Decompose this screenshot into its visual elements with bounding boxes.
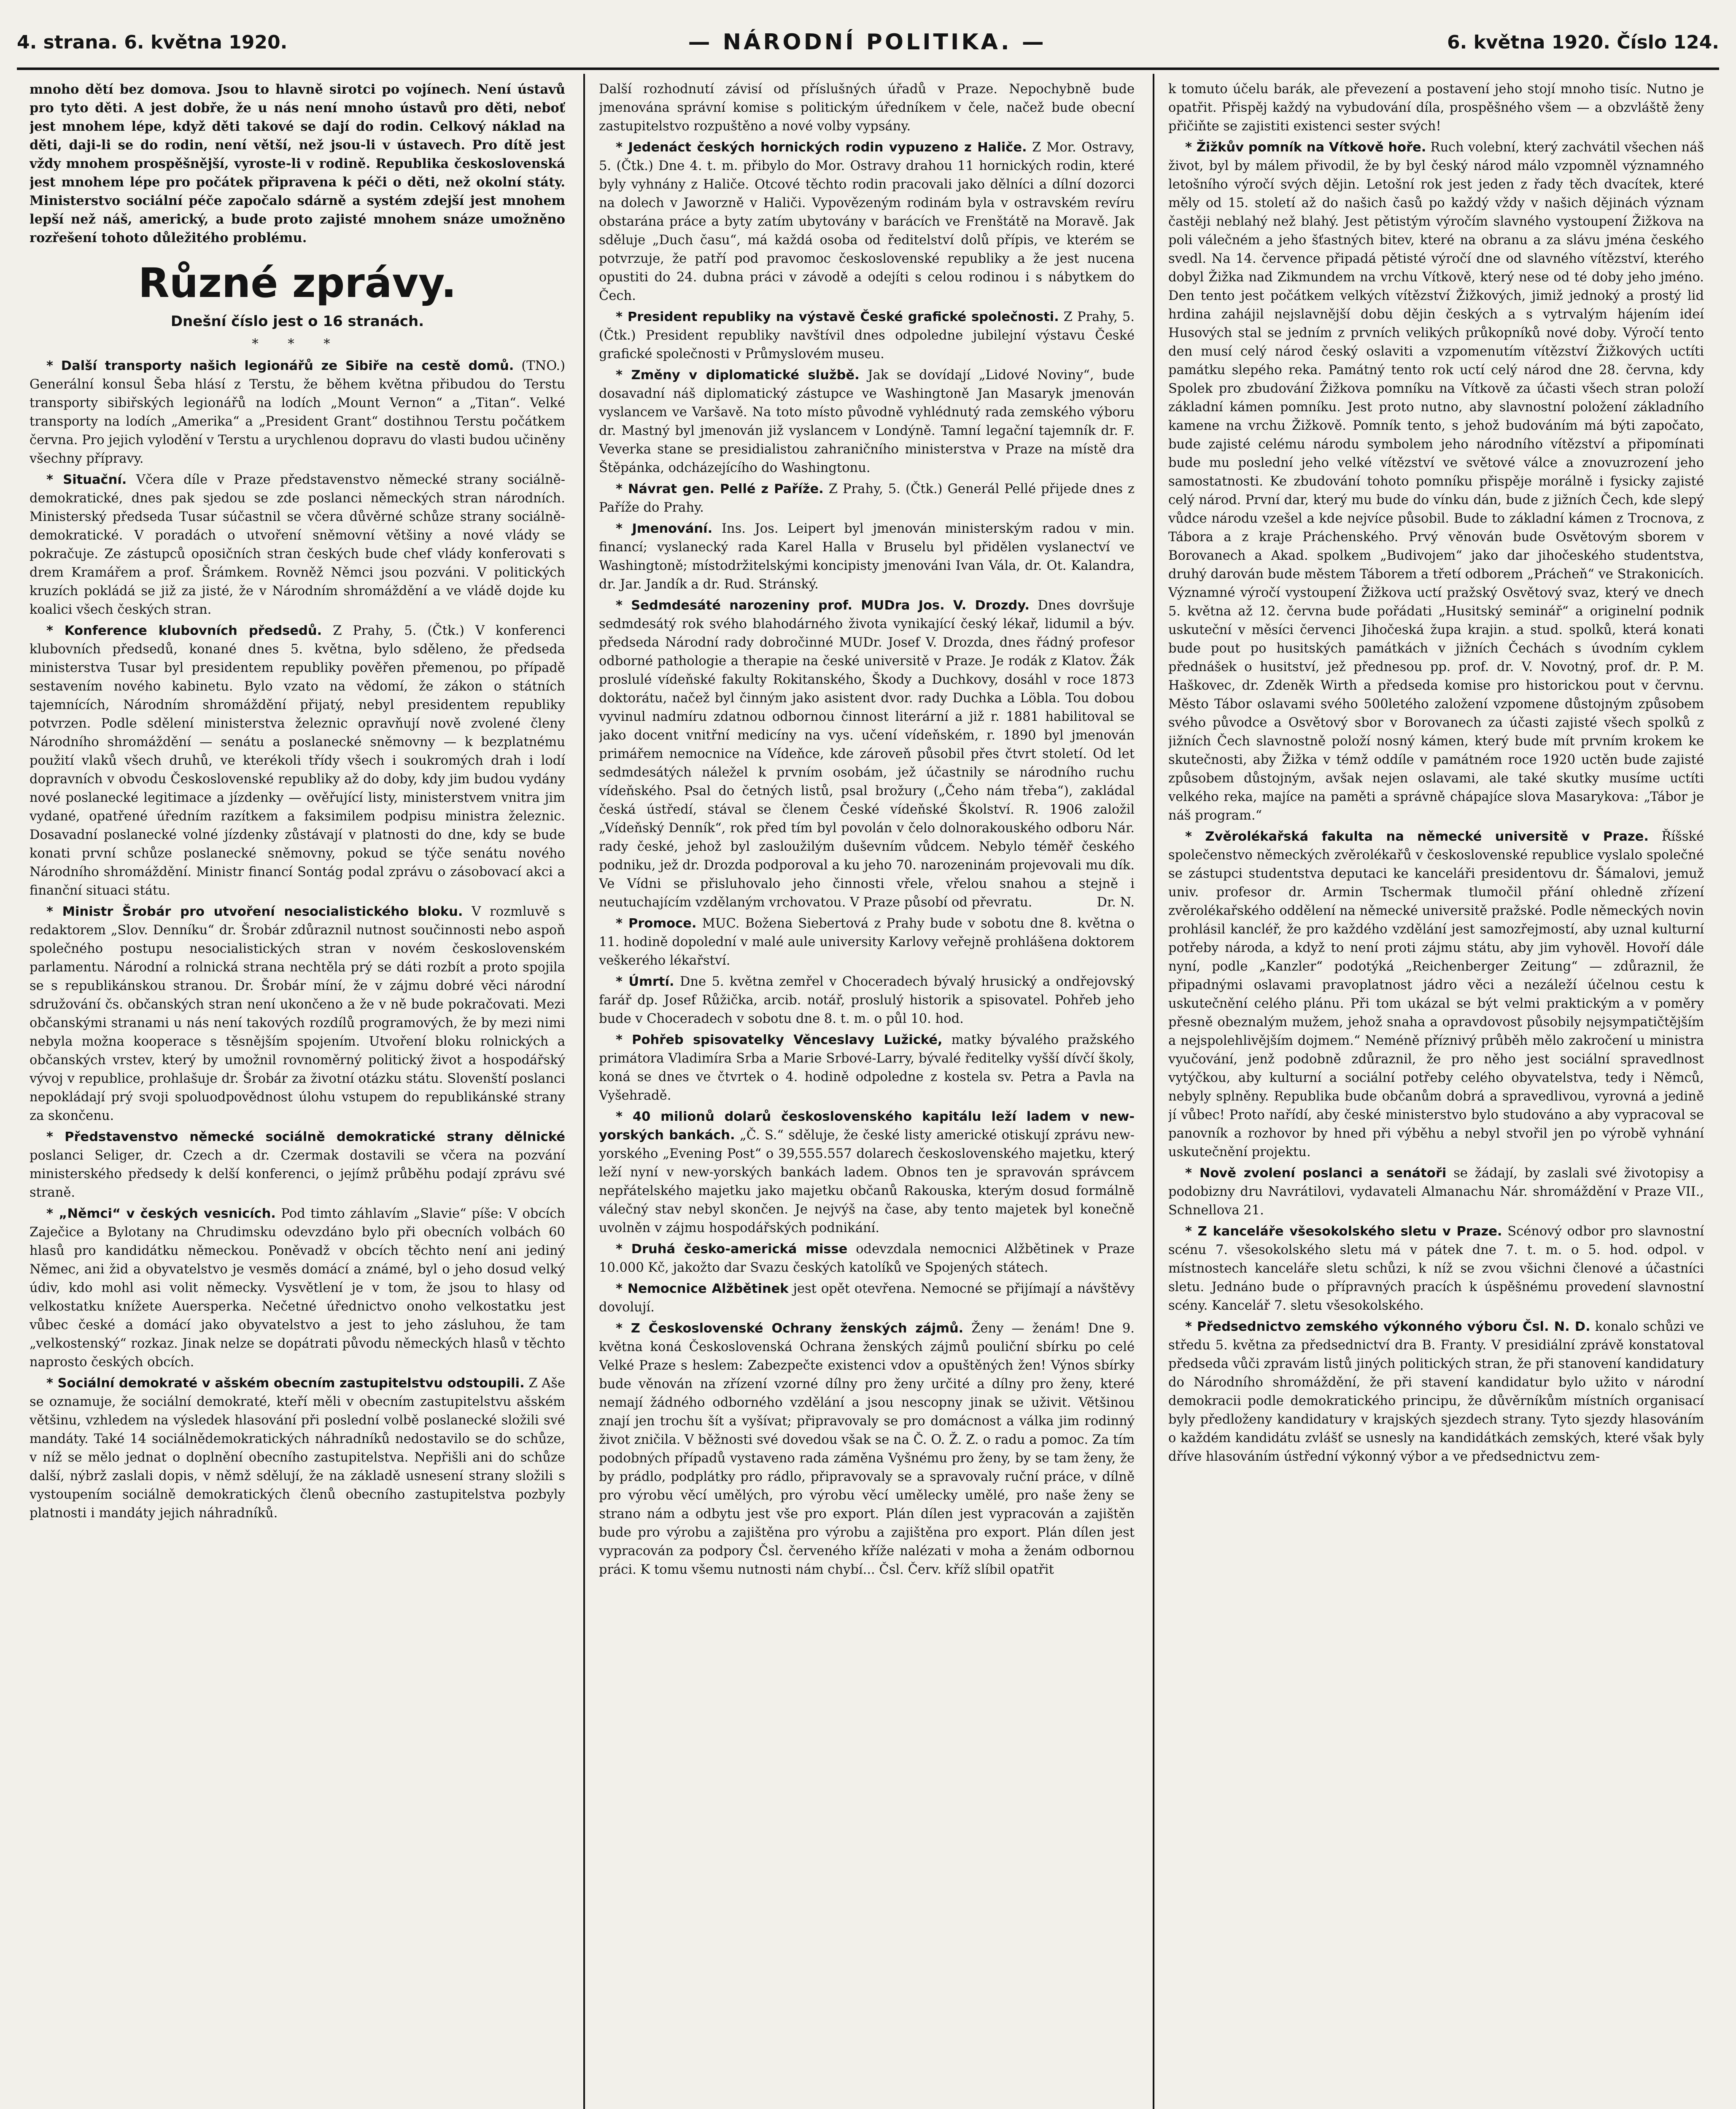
page-header [17,17,1719,70]
article-text: Jak se dovídají „Lidové Noviny“, bude dosavadní náš diplomatický zástupce ve Washingtoně Jan Masaryk jmenován vyslancem ve Varšavě. Na toto místo původně vyhlédnutý rada zemského výboru dr. Mastný byl jmenován již vyslancem v Londýně. Tamní legační tajemník dr. F. Veverka stane se presidialistou zahraničního ministerstva v Praze na místě dra Štěpánka, odcházejícího do Washingtonu. [599,368,1135,475]
article-text: MUC. Božena Siebertová z Prahy bude v sobotu dne 8. května o 11. hodině dopolední v malé aule university Karlovy veřejně prohlášena doktorem veškerého lékařství. [599,916,1135,968]
article-headline: * Další transporty našich legionářů ze Sibiře na cestě domů. [46,359,514,373]
article-paragraph [599,480,1135,517]
article-text: Scénový odbor pro slavnostní scénu 7. všesokolského sletu má v pátek dne 7. t. m. o 5. hod. odpol. v místnostech kanceláře sletu schůzi, k níž se zvou všichni členové a účastníci sletu. Jednáno bude o přípravných pracích k úspěšnému provedení slavnostní scény. Kancelář 7. sletu všesokolského. [1168,1224,1704,1313]
column-1 [30,80,565,2109]
masthead: — NÁRODNÍ POLITIKA. — [688,30,1046,55]
article-headline: * President republiky na výstavě České grafické společnosti. [616,310,1059,324]
article-text: Další rozhodnutí závisí od příslušných úřadů v Praze. Nepochybně bude jmenována správní komise s politickým úředníkem v čele, načež bude obecní zastupitelstvo rozpuštěno a nové volby vypsány. [599,82,1135,134]
article-paragraph [599,1108,1135,1238]
article-text: matky bývalého pražského primátora Vladimíra Srba a Marie Srbové-Larry, bývalé ředitelky vyšší dívčí školy, koná se dnes ve čtvrtek o 4. hodině odpoledne z kostela sv. Petra a Pavla na Vyšehradě. [599,1033,1135,1103]
article-text: se žádají, by zaslali své životopisy a podobizny dru Navrátilovi, vydavateli Almanachu Nár. shromáždění v Praze VII., Schnellova 21. [1168,1166,1704,1218]
article-headline: * Nemocnice Alžbětinek [616,1281,789,1296]
article-signature: Dr. N. [1097,895,1135,910]
column-2 [599,80,1135,2109]
article-text: mnoho dětí bez domova. Jsou to hlavně sirotci po vojínech. Není ústavů pro tyto děti. A jest dobře, že u nás není mnoho ústavů pro děti, neboť jest mnohem lépe, když děti takové se dají do rodin. Celkový náklad na děti, daji-li se do rodin, není větší, než jsou-li v ústavech. Pro dítě jest vždy mnohem prospěšnější, vyroste-li v rodině. Republika československá jest mnohem lépe pro počátek připravena k péči o děti, než okolní státy. Ministerstvo sociální péče započalo sdárně a systém zdejší jest mnohem lepší než náš, americký, a bude proto zajisté mnohem snáze umožněno rozřešení tohoto důležitého problému. [30,82,565,245]
column-rule [1153,74,1154,2109]
article-paragraph [599,80,1135,136]
article-text: V rozmluvě s redaktorem „Slov. Denníku“ dr. Šrobár zdůraznil nutnost součinnosti nebo aspoň společného postupu nesocialistických stran v novém československém parlamentu. Národní a rolnická strana nechtěla prý se dáti rozbít a proto spojila se s republikánskou stranou. Dr. Šrobár míní, že v zájmu dobré věci národní sdružování čs. občanských stran není ukončeno a že v ně bude pokračovati. Mezi občanskými stranami u nás není takových rozdílů programových, že by mezi nimi nebyla možna kooperace s těsnějším spojením. Utvoření bloku rolnických a občanských vrstev, který by umožnil rovnoměrný politický život a hospodářský vývoj v republice, prohlašuje dr. Šrobár za životní otázku státu. Slovenští poslanci nepokládají prý svoji spoluodpovědnost úlohu vstupem do republikánské strany za skončenu. [30,904,565,1123]
article-text: Pod timto záhlavím „Slavie“ píše: V obcích Zaječice a Bylotany na Chrudimsku odevzdáno bylo při obecních volbách 60 hlasů pro kandidátku německou. Poněvadž v obcích těchto není ani jediný Němec, ani žid a obyvatelstvo je vesměs domácí a známé, byl o jeho dosud velký údiv, kdo mohl asi volit německy. Vysvětlení je v tom, že jsou to hlasy od velkostatku knížete Auersperka. Nečetné úřednictvo onoho velkostatku jest vůbec české a domácí jako obyvatelstvo a jest to jeho zásluhou, že tam „velkostenský“ rozkaz. Jinak nelze se dopátrati původu německých hlasů v těchto naprosto českých obcích. [30,1206,565,1370]
article-headline: * Situační. [46,472,127,487]
article-paragraph [30,80,565,247]
article-text: poslanci Seliger, dr. Czech a dr. Czermak dostavili se včera na pozvání ministerského předsedy k delší konferenci, o jejímž průběhu podají zprávu své straně. [30,1148,565,1200]
article-headline: * Konference klubovních předsedů. [46,623,322,638]
article-headline: * Z kanceláře všesokolského sletu v Praze. [1185,1224,1502,1239]
article-paragraph [599,308,1135,364]
article-text: Z Aše se oznamuje, že sociální demokraté, kteří měli v obecním zastupitelstvu ašském většinu, vzhledem na výsledek hlasování při poslední volbě poslanecké složili své mandáty. Také 14 sociálnědemokratických náhradníků nedostavilo se do schůze, v níž se mělo jednat o doplnění obecního zastupitelstva. Nepřišli ani do schůze další, nýbrž zaslali dopis, v němž sdělují, že na základě usnesení strany složili s vystoupením sociálně demokratických členů obecního zastupitelstva pozbyly platnosti i mandáty jejich náhradníků. [30,1376,565,1521]
article-headline: * Předsednictvo zemského výkonného výboru Čsl. N. D. [1185,1319,1590,1334]
article-text: Dnes dovršuje sedmdesátý rok svého blahodárného života vynikající český lékař, lidumil a býv. předseda Národní rady dobročinné MUDr. Josef V. Drozda, dnes řádný profesor odborné pathologie a therapie na české universitě v Praze. Je rodák z Klatov. Žák proslulé vídeňské fakulty Rokitanského, Škody a Duchkovy, dosáhl v roce 1873 doktorátu, načež byl činným jako asistent dvor. rady Duchka a Löbla. Tou dobou vyvinul nadmíru zdatnou odbornou činnost literární a již r. 1881 habilitoval se jako docent vnitřní medicíny na vys. učení vídeňském, r. 1890 byl jmenován primářem nemocnice na Vídeňce, kde zároveň působil přes čtvrt století. Od let sedmdesátých náležel k prvním osobám, jež účastnily se národního ruchu vídeňského. Psal do četných listů, psal brožury („Čeho nám třeba“), zakládal česká ústředí, stával se členem České vídeňské Školství. R. 1906 založil „Vídeňský Denník“, rok před tím byl povolán v čelo dolnorakouského odboru Nár. rady české, jehož byl zasloužilým duševním vůdcem. Nebylo téměř českého podniku, jež dr. Drozda podporoval a ku jeho 70. narozeninám projevovali mu dík. Ve Vídni se přisluhovalo jeho činnosti vřele, vřelou snahou a stejně i neutuchajícím vzdělaným vrchovatou. V Praze působí od převratu. [599,598,1135,910]
article-paragraph [30,1205,565,1372]
article-headline: * Změny v diplomatické službě. [616,368,860,383]
article-paragraph [1168,1318,1704,1466]
article-paragraph [30,1374,565,1523]
article-text: Z Prahy, 5. (Čtk.) V konferenci klubovních předsedů, konané dnes 5. května, bylo sděleno, že předseda ministerstva Tusar byl presidentem republiky pověřen přemenou, po případě sestavením nového kabinetu. Bylo vzato na vědomí, že zákon o státních tajemnících, Národním shromáždění přijatý, nebyl presidentem republiky potvrzen. Podle sdělení ministerstva železnic opravňují nově zvolené členy Národního shromáždění — senátu a poslanecké sněmovny — k bezplatnému použití vlaků všech druhů, ve kterékoli třídy všech i soukromých drah i lodí dopravních v obvodu Československé republiky až do doby, kdy jim budou vydány nové poslanecké legitimace a jízdenky — ověřující listy, ministerstvem vnitra jim vydané, opatřené úředním razítkem a faksimilem podpisu ministra železnic. Dosavadní poslanecké volné jízdenky zůstávají v platnosti do dne, kdy se bude konati první schůze poslanecké sněmovny, pokud se týče senátu nového Národního shromáždění. Ministr financí Sontág podal zprávu o zásobovací akci a finanční situaci státu. [30,623,565,898]
article-text: Ženy — ženám! Dne 9. května koná Československá Ochrana ženských zájmů pouliční sbírku po celé Velké Praze s heslem: Zabezpečte existenci vdov a opuštěných žen! Výnos sbírky bude věnován na zřízení vzorné dílny pro ženy určité a dílny pro ženy, které nemají žádného odborného vzdělání a jsou nescopny jinak se uživit. Většinou znají jen trochu šít a vyšívat; připravovaly se pro domácnost a válka jim rodinný život zničila. V běžnosti své dovedou však se na Č. O. Ž. Z. o radu a pomoc. Za tím podobných případů vystaveno rada záměna Vyšnému pro ženy, by se tam ženy, že by prádlo, podplátky pro rádlo, připravovaly se a spravovaly ruční práce, v dílně pro výrobu věcí umělých, pro výrobu věcí umělecky umělé, pro naše ženy se strano nám a odbytu jest vše pro export. Plán dílen jest vypracován a zajištěn bude pro výrobu a zajištěna pro výrobu a zajištěna pro export. Plán dílen jest vypracován za podpory Čsl. červeného kříže nalézati v moha a ženám odbornou práci. K tomu všemu nutnosti nám chybí... Čsl. Červ. kříž slíbil opatřit [599,1321,1135,1577]
article-paragraph [30,1128,565,1202]
article-headline: * Zvěrolékařská fakulta na německé universitě v Praze. [1185,829,1649,844]
article-headline: * 40 milionů dolarů československého kapitálu leží ladem v new-yorských bankách. [599,1109,1135,1143]
article-paragraph [599,973,1135,1028]
article-headline: * Návrat gen. Pellé z Paříže. [616,482,824,496]
column-rule [583,74,585,2109]
article-text: jest opět otevřena. Nemocné se přijímají a návštěvy dovolují. [599,1281,1135,1315]
article-headline: * Představenstvo německé sociálně demokratické strany dělnické [46,1130,565,1144]
article-paragraph [30,471,565,619]
article-paragraph [599,1280,1135,1317]
article-headline: * Jmenování. [616,521,713,536]
article-paragraph [30,903,565,1125]
article-paragraph [1168,828,1704,1162]
article-headline: * Druhá česko-americká misse [616,1242,848,1257]
article-headline: * „Němci“ v českých vesnicích. [46,1206,276,1221]
article-headline: * Sociální demokraté v ašském obecním zastupitelstvu odstoupili. [46,1376,525,1391]
article-paragraph [599,1319,1135,1579]
article-paragraph [599,914,1135,970]
article-paragraph [1168,1222,1704,1315]
article-paragraph [1168,80,1704,136]
article-text: Z Mor. Ostravy, 5. (Čtk.) Dne 4. t. m. přibylo do Mor. Ostravy drahou 11 hornických rodin, které byly vyhnány z Haliče. Otcové těchto rodin pracovali jako dělníci a dílní dozorci na dolech v Jaworzně v Haliči. Vypovězeným rodinám byla v ostravském revíru obstarána práce a byty zatím ubytovány v barácích ve Frenštátě na Moravě. Jak sděluje „Duch času“, má každá osoba od ředitelství dolů přípis, ve kterém se potvrzuje, že patří pod pravomoc československé republiky a že jest nucena opustiti do 24. dubna práci v závodě a odejíti s celou rodinou i s nábytkem do Čech. [599,140,1135,303]
article-headline: * Nově zvolení poslanci a senátoři [1185,1166,1447,1181]
article-headline: * Pohřeb spisovatelky Věnceslavy Lužické, [616,1033,943,1047]
article-text: Říšské společenstvo německých zvěrolékařů v československé republice vyslalo společné se zástupci studentstva deputaci ke kanceláři presidentovu dr. Šámalovi, jemuž univ. profesor dr. Armin Tschermak tlumočil přání ohledně zřízení zvěrolékařského oddělení na německé universitě pražské. Podle německých novin prohlásil kancléř, že pro každého vzdělání jest samozřejmostí, aby uznal kulturní potřeby národa, a když to není proti zájmu státu, aby jim vyhověl. Hovoří dále nyní, podle „Kanzler“ podotýká „Reichenberger Zeitung“ — zdůraznil, že připadnými oslavami pravoplatnost jádro věci a nezáleží účelnou cestu k uskutečnění celého plánu. Při tom ukázal se být velmi praktickým a v poměry přesně obeznalým mužem, jehož snaha a opravdovost působily nejsympatičtějším a nejspolehlivějším dojmem.“ Neméně příznivý průběh mělo zakročení u ministra vyučování, jenž podobně zdůraznil, že pro něho jest sociální spravedlnost vytýčkou, aby kulturní a sociální potřeby celého obyvatelstva, tedy i Němců, nebyly splněny. Republika bude občanům dobrá a spravedlivou, vyrovná a jedině jí vůbec! Proto nařídí, aby české ministerstvo bylo studováno a aby vypracoval se panovník a rozhovor by hned při výběhu a nebyl stvořil jen po výrobě vyhnání uskutečnění projektu. [1168,829,1704,1160]
article-text: k tomuto účelu barák, ale převezení a postavení jeho stojí mnoho tisíc. Nutno je opatřit. Přispěj každý na vybudování díla, prospěšného všem — a obzvláště ženy přičiňte se zajistiti existenci sester svých! [1168,82,1704,134]
article-headline: * Ministr Šrobár pro utvoření nesocialistického bloku. [46,904,463,919]
article-paragraph [1168,138,1704,825]
article-text: Včera díle v Praze představenstvo německé strany sociálně-demokratické, dnes pak sjedou se zde poslanci německých stran národních. Ministerský předseda Tusar súčastnil se včera důvěrné schůze strany sociálně-demokratické. V poradách o utvoření sněmovní většiny a nové vlády se pokračuje. Ze zástupců oposičních stran českých bude chef vlády konferovati s drem Kramářem a prof. Šrámkem. Rovněž Němci jsou pozváni. V politických kruzích pokládá se již za jisté, že v Národním shromáždění a ve vládě dojde ku koalici všech českých stran. [30,472,565,617]
article-text: Dne 5. května zemřel v Choceradech bývalý hrusický a ondřejovský farář dp. Josef Růžička, arcib. notář, proslulý historik a spisovatel. Pohřeb jeho bude v Choceradech v sobotu dne 8. t. m. o půl 10. hod. [599,974,1135,1026]
article-text: Z Prahy, 5. (Čtk.) Generál Pellé přijede dnes z Paříže do Prahy. [599,482,1135,515]
header-date-left: 4. strana. 6. května 1920. [17,31,288,53]
article-text: Z Prahy, 5. (Čtk.) President republiky navštívil dnes odpoledne jubilejní výstavu České grafické společnosti v Průmyslovém museu. [599,310,1135,361]
article-paragraph [599,1031,1135,1105]
article-text: Ins. Jos. Leipert byl jmenován ministerským radou v min. financí; vyslanecký rada Karel Halla v Bruselu byl přidělen vyslanectví ve Washingtoně; místodržitelskými koncipisty jmenováni Ivan Vála, dr. Ot. Kalandra, dr. Jar. Jandík a dr. Rud. Stránský. [599,521,1135,592]
article-paragraph [30,357,565,468]
section-subtitle: Dnešní číslo jest o 16 stranách. [170,313,424,330]
header-issue-right: 6. května 1920. Číslo 124. [1447,31,1719,53]
article-headline: * Úmrtí. [616,974,674,989]
article-paragraph [30,622,565,900]
article-text: odevzdala nemocnici Alžbětinek v Praze 10.000 Kč, jakožto dar Svazu českých katolíků ve Spojených státech. [599,1242,1135,1275]
column-3 [1168,80,1704,2109]
article-headline: * Z Československé Ochrany ženských zájmů. [616,1321,964,1336]
article-headline: * Žižkův pomník na Vítkově hoře. [1185,140,1426,155]
article-headline: * Promoce. [616,916,697,931]
article-paragraph [599,1240,1135,1277]
article-paragraph [1168,1164,1704,1220]
article-text: (TNO.) Generální konsul Šeba hlásí z Terstu, že během května přibudou do Terstu transporty sibiřských legionářů na lodích „Mount Vernon“ a „Titan“. Velké transporty na lodích „Amerika“ a „President Grant“ dostihnou Terstu počátkem června. Pro jejich vylodění v Terstu a urychlenou dopravu do vlasti budou učiněny všechny přípravy. [30,359,565,466]
article-text: konalo schůzi ve středu 5. května za předsednictví dra B. Franty. V presidiální zprávě konstatoval předseda vůči zpravám listů jiných politických stran, že při stanovení kandidatury do Národního shromáždění, že při stavení kandidatur bylo užito v národní demokracii podle demokratického principu, že důvěrníkům místních organisací byly předloženy kandidatury v krajských sjezdech strany. Tyto sjezdy hlasováním o každém kandidátu zvlášť se usnesly na kandidátkách zemských, které však byly dříve hlasováním ústřední výkonný výbor a ve předsednictvu zem- [1168,1319,1704,1464]
article-paragraph [599,520,1135,594]
article-text: Ruch volební, který zachvátil všechen náš život, byl by málem přivodil, že by byl český národ málo vzpomněl významného letošního výročí svých dějin. Letošní rok jest jeden z řady těch dvacítek, které měly od 15. století až do našich časů po každý vždy v našich dějinách význam častěji neblahý než blahý. Jest pětistým výročím slavného vystoupení Žižkova na poli válečném a jeho šťastných bitev, které na obranu a za slávu jména českého svedl. Na 14. července připadá pětisté výročí dne od slavného vítězství, kterého dobyl Žižka nad Zikmundem na vrchu Vítkově, který nese od té doby jeho jméno. Den tento jest počátkem velkých vítězství Žižkových, jimiž jednoký a prostý lid hrdina zahájil nejslavnější dobu dějin českých a s vytrvalým hájením ideí Husových stal se jedním z prvních velikých průkopníků nové doby. Výročí tento den musí celý národ český oslaviti a vzpomenutím vítězství Žižkových uctíti památku slepého reka. Památný tento rok uctí celý národ dne 28. června, kdy Spolek pro zbudování Žižkova pomníku na Vítkově za účasti všech stran položí základní kámen pomníku. Jest proto nutno, aby slavnostní položení základního kamene na vrchu Žižkově. Pomník tento, s jehož budováním má býti započato, bude zajisté celému národu symbolem jeho národního vítězství a připomínati bude mu poslední jeho velké vítězství ve světové válce a znovuzrození jeho samostatnosti. Ke zbudování tohoto pomníku přispěje morálně i fysicky zajisté celý národ. První dar, který mu bude do vínku dán, bude z jižních Čech, kde slepý vůdce národu vzešel a kde nejvíce působil. Bude to základní kámen z Trocnova, z Tábora a z kraje Práchenského. Prvý věnován bude Osvětovým sborem v Borovanech a Akad. spolkem „Budivojem“ jako dar jihočeského studentstva, druhý darován bude městem Táborem a třetí odborem „Prácheň“ ve Strakonicích. Významné výročí vystoupení Žižkova uctí pražský Osvětový svaz, který ve dnech 5. května až 12. června bude pořádati „Husitský seminář“ a originelní podnik uskuteční v měsíci červenci Jihočeská župa krajin. a stud. spolků, která konati bude pout po husitských památkách v jižních Čechách s úvodním cyklem přednášek o husitství, jež přednesou pp. prof. dr. V. Novotný, prof. dr. P. M. Haškovec, dr. Zdeněk Wirth a předseda komise pro historickou pout v červnu. Město Tábor oslavami svého 500letého založení vzpomene důstojným způsobem svého původce a Osvětový sbor v Borovanech za účasti zajisté všech spolků z jižních Čech slavnostně položí nosný kámen, který bude mít prvním krokem ke skutečnosti, aby Žižka v témž oddíle v památném roce 1920 uctěn bude zajisté způsobem důstojným, avšak nejen oslavami, ale také skutky musíme uctíti velkého reka, majíce na paměti a správně chápajíce slova Masarykova: „Tábor je náš program.“ [1168,140,1704,823]
section-title: Různé zprávy. [138,259,457,307]
article-paragraph [599,138,1135,305]
article-paragraph [599,596,1135,912]
article-paragraph [599,366,1135,477]
article-text: „Č. S.“ sděluje, že české listy americké otiskují zprávu new-yorského „Evening Post“ o 39,555.557 dolarech československého majetku, který leží nyní v new-yorských bankách ladem. Obnos ten je spravován správcem nepřátelského majetku jako majetku občanů Rakouska, kterým dosud formálně válečný stav nebyl skončen. Je nejvýš na čase, aby tento majetek byl konečně uvolněn v zájmu hospodářských podnikání. [599,1128,1135,1235]
article-headline: * Sedmdesáté narozeniny prof. MUDra Jos. V. Drozdy. [616,598,1030,613]
separator-stars: * * * [252,337,343,351]
article-headline: * Jedenáct českých hornických rodin vypuzeno z Haliče. [616,140,1027,155]
